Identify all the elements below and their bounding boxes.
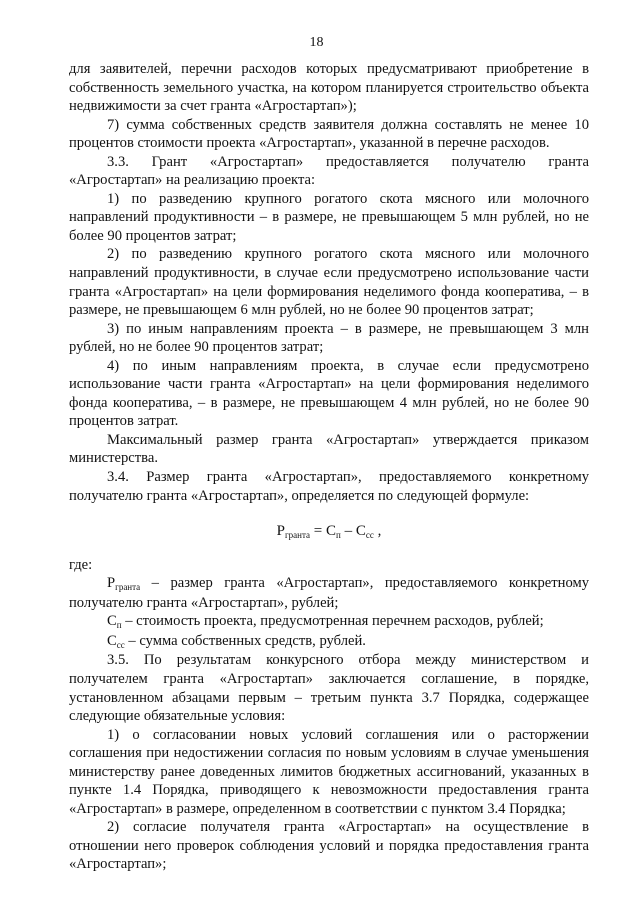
paragraph: 1) о согласовании новых условий соглашения или о расторжении соглашения при недостижении согласия по новым условиям в случае уменьшения министерству ранее доведенных лимитов бюджетных ассигнований, указанных в пункте 1.4 Порядка, приводящего к невозможности предоставления гранта «Агростартап» в размере, определенном в соответствии с пунктом 3.4 Порядка; [69,726,589,817]
grant-formula [69,522,589,542]
paragraph: 2) согласие получателя гранта «Агростартап» на осуществление в отношении него проверок соблюдения условий и порядка предоставления гранта «Агростартап»; [69,819,589,873]
paragraph: 2) по разведению крупного рогатого скота мясного или молочного направлений продуктивности, в случае если предусмотрено использование части гранта «Агростартап» на цели формирования неделимого фонда кооператива, – в размере, не превышающем 6 млн рублей, но не более 90 процентов затрат; [69,246,589,319]
formula-punctuation: , [373,523,382,540]
paragraph: 3) по иным направлениям проекта – в размере, не превышающем 3 млн рублей, но не более 90 процентов затрат; [69,320,589,356]
formula-subscript: сс [365,530,374,541]
definition-text: – размер гранта «Агростартап», предоставляемого конкретному получателю гранта «Агростартап», рублей; [69,575,589,611]
definition [69,632,589,652]
paragraph: 3.5. По результатам конкурсного отбора между министерством и получателем гранта «Агростартап» заключается соглашение, в порядке, установленном абзацами первым – третьим пункта 3.7 Порядка, содержащее следующие обязательные условия: [69,652,589,725]
paragraph: для заявителей, перечни расходов которых предусматривают приобретение в собственность земельного участка, на котором планируется строительство объекта недвижимости за счет гранта «Агростартап»); [69,61,589,115]
definition [69,574,589,612]
formula-subscript: п [336,530,341,541]
paragraph: 3.4. Размер гранта «Агростартап», предоставляемого конкретному получателю гранта «Агростартап», определяется по следующей формуле: [69,469,589,504]
definition-subscript: п [116,620,122,631]
where-label: где: [69,556,93,573]
definition-symbol: Р [107,575,116,592]
definition-text: – стоимость проекта, предусмотренная перечнем расходов, рублей; [121,613,544,630]
paragraph: 3.3. Грант «Агростартап» предоставляется получателю гранта «Агростартап» на реализацию проекта: [69,153,589,189]
formula-operator: – [340,523,356,540]
formula-symbol: С [355,523,366,540]
page-number: 18 [309,35,324,50]
formula-symbol: С [326,523,337,540]
definition-text: – сумма собственных средств, рублей. [124,632,366,649]
definition [69,612,589,632]
definition-symbol: С [107,613,117,630]
definition-subscript: сс [116,639,125,650]
paragraph: 1) по разведению крупного рогатого скота мясного или молочного направлений продуктивности – в размере, не превышающем 5 млн рублей, но не более 90 процентов затрат; [69,190,589,244]
formula-operator: = [310,523,326,540]
formula-symbol: Р [276,523,285,540]
document-body [69,60,589,874]
paragraph: 7) сумма собственных средств заявителя должна составлять не менее 10 процентов стоимости проекта «Агростартап», указанной в перечне расходов. [69,116,589,152]
paragraph: Максимальный размер гранта «Агростартап» утверждается приказом министерства. [69,431,589,467]
definition-symbol: С [107,632,117,649]
paragraph: 4) по иным направлениям проекта, в случае если предусмотрено использование части гранта «Агростартап» на цели формирования неделимого фонда кооператива, – в размере, не превышающем 4 млн рублей, но не более 90 процентов затрат. [69,357,589,430]
definition-subscript: гранта [115,582,141,593]
formula-subscript: гранта [284,530,311,541]
